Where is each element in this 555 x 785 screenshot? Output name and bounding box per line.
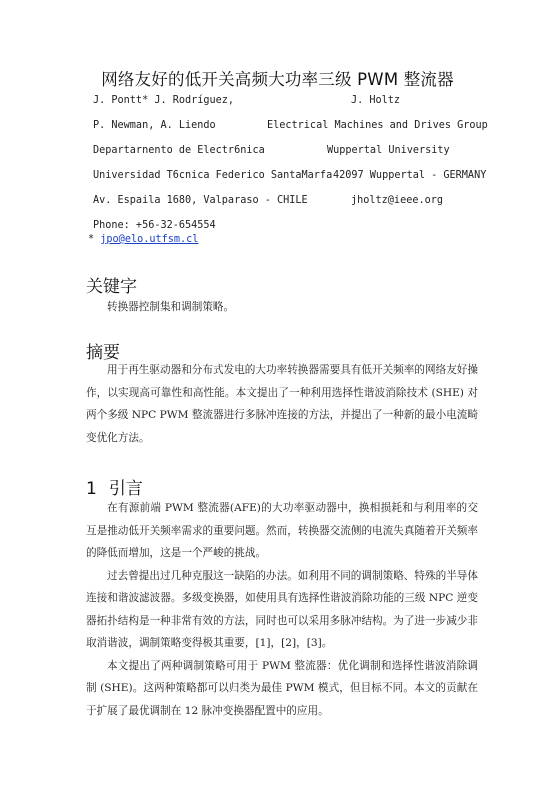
section-title: 引言 — [108, 479, 143, 499]
abstract-heading: 摘要 — [86, 343, 120, 363]
email-link[interactable]: jpo@elo.utfsm.cl — [100, 234, 199, 245]
intro-body — [86, 497, 478, 722]
author-left: J. Pontt* J. Rodríguez, — [93, 95, 235, 106]
intro-paragraph: 过去曾提出过几种克服这一缺陷的办法。如利用不同的调制策略、特殊的半导体连接和谐波滤波器。多级变换器，如使用具有选择性谐波消除功能的三级 NPC 逆变器拓扑结构是一种非常有效的方法，同时也可以采用多脉冲结构。为了进一步减少非取消谐波，调制策略变得极其重要，[1]，[2]，[3]。 — [86, 569, 478, 649]
author-right: 42097 Wuppertal - GERMANY — [333, 170, 487, 181]
author-left: Universidad T6cnica Federico SantaMarfa — [93, 170, 333, 181]
author-row — [93, 95, 493, 115]
abstract-text: 用于再生驱动器和分布式发电的大功率转换器需要具有低开关频率的网络友好操作，以实现高可靠性和高性能。本文提出了一种利用选择性谐波消除技术 (SHE) 对两个多级 NPC PWM 整流器进行多脉冲连接的方法，并提出了一种新的最小电流畸变优化方法。 — [86, 364, 478, 444]
keywords-heading: 关键字 — [86, 277, 137, 297]
abstract-body — [86, 359, 478, 449]
author-left: Phone: +56-32-654554 — [93, 220, 216, 231]
author-row — [93, 195, 493, 215]
section-number: 1 — [86, 479, 97, 499]
author-row — [93, 170, 493, 190]
author-right: Wuppertal University — [327, 145, 450, 156]
author-left: P. Newman, A. Liendo — [93, 120, 216, 131]
author-right: jholtz@ieee.org — [351, 195, 444, 206]
author-right: J. Holtz — [351, 95, 401, 106]
author-right: Electrical Machines and Drives Group — [267, 120, 488, 131]
paper-title: 网络友好的低开关高频大功率三级 PWM 整流器 — [101, 70, 454, 89]
corresponding-email-note — [88, 234, 198, 245]
keywords-text: 转换器控制集和调制策略。 — [107, 301, 235, 313]
author-left: Departarnento de Electr6nica — [93, 145, 265, 156]
author-left: Av. Espaila 1680, Valparaso - CHILE — [93, 195, 308, 206]
intro-heading — [86, 474, 143, 499]
author-row — [93, 120, 493, 140]
intro-paragraph: 本文提出了两种调制策略可用于 PWM 整流器：优化调制和选择性谐波消除调制 (SHE)。这两种策略都可以归类为最佳 PWM 模式，但目标不同。本文的贡献在于扩展了最优调制在 12 脉冲变换器配置中的应用。 — [86, 659, 478, 717]
email-asterisk: * — [88, 234, 101, 245]
author-row — [93, 145, 493, 165]
intro-paragraph: 在有源前端 PWM 整流器(AFE)的大功率驱动器中，换相损耗和与利用率的交互是推动低开关频率需求的重要问题。然而，转换器交流侧的电流失真随着开关频率的降低而增加，这是一个严峻的挑战。 — [86, 502, 478, 559]
keywords-body — [86, 296, 478, 319]
